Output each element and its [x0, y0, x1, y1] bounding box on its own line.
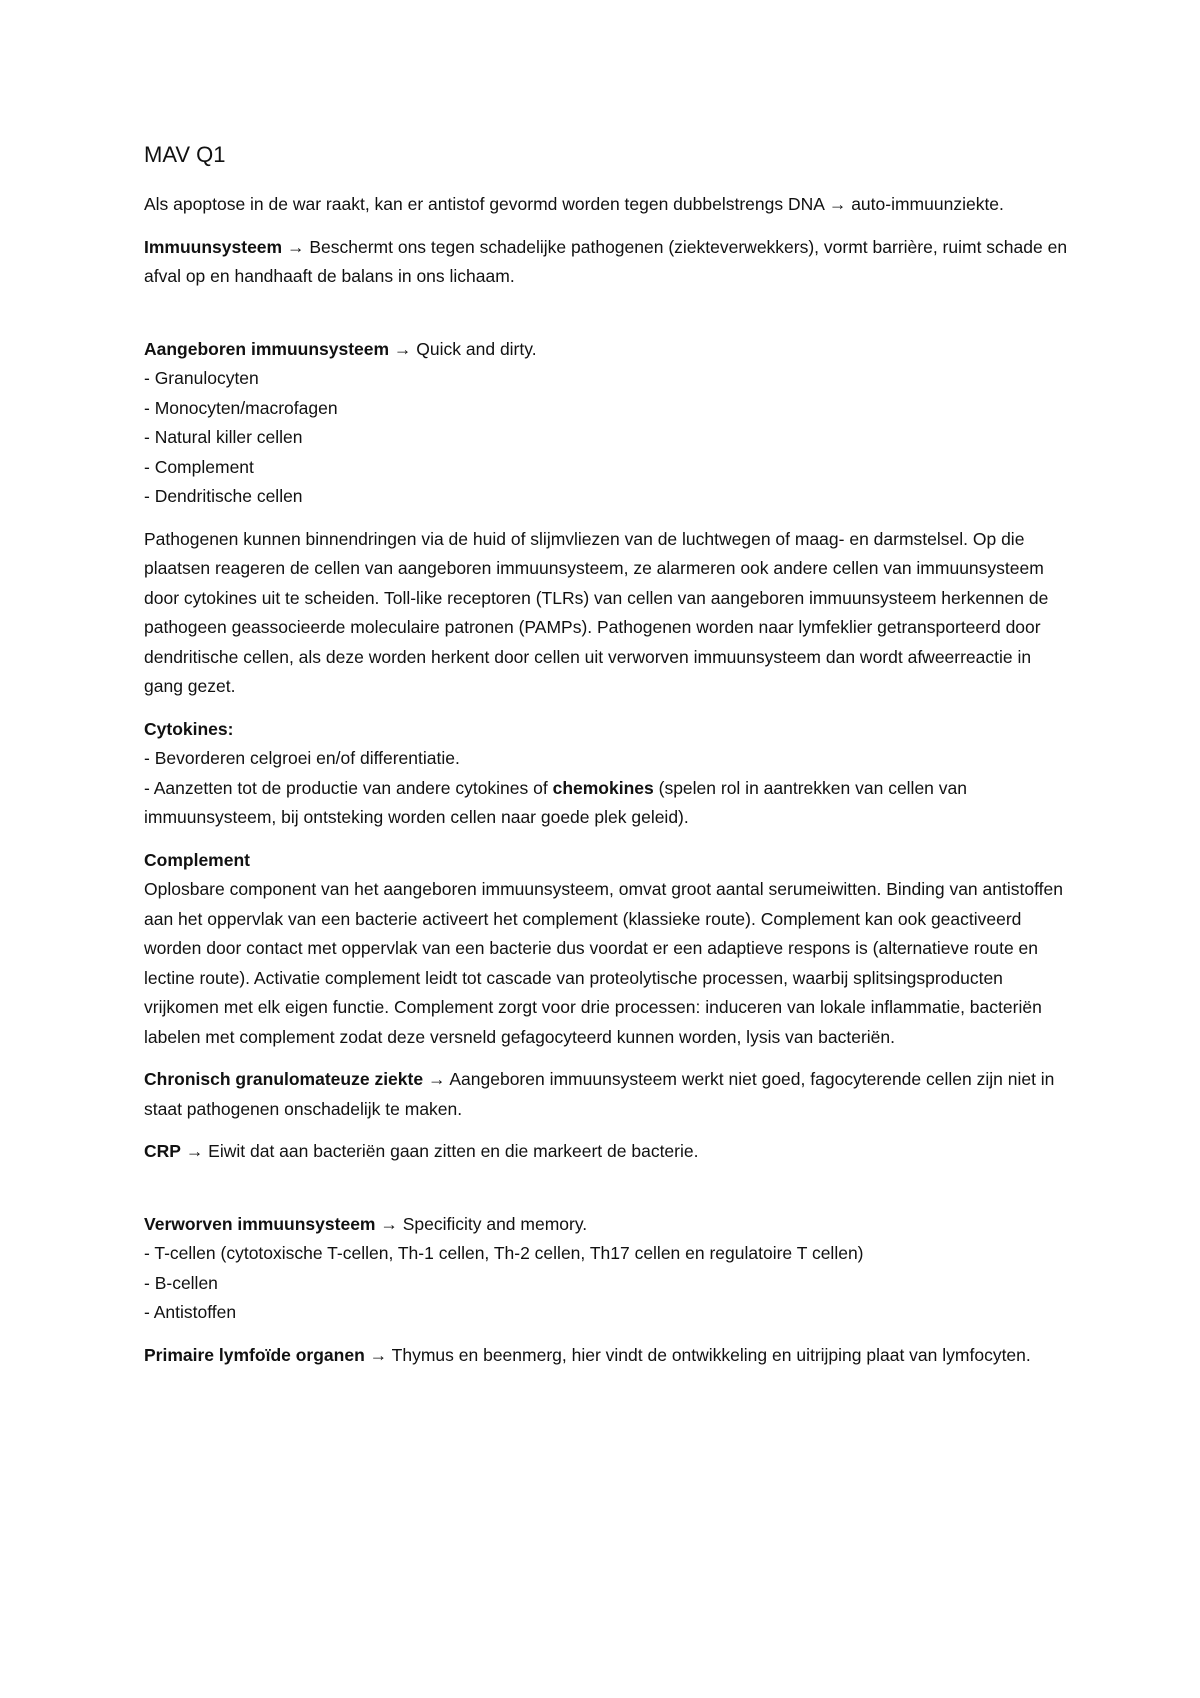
pathogenen-paragraph: Pathogenen kunnen binnendringen via de huid of slijmvliezen van de luchtwegen of maag- en darmstelsel. Op die plaatsen reageren de cellen van aangeboren immuunsysteem, ze alarmeren ook andere cellen van immuunsysteem door cytokines uit te scheiden. Toll-like receptoren (TLRs) van cellen van aangeboren immuunsysteem herkennen de pathogeen geassocieerde moleculaire patronen (PAMPs). Pathogenen worden naar lymfeklier getransporteerd door dendritische cellen, als deze worden herkent door cellen uit verworven immuunsysteem dan wordt afweerreactie in gang gezet. [144, 528, 1049, 696]
list-item: - Antistoffen [144, 1302, 237, 1322]
cytokines-item2-pre: - Aanzetten tot de productie van andere cytokines of [144, 777, 553, 798]
cgd-term: Chronisch granulomateuze ziekte [144, 1069, 424, 1089]
cytokines-item2-post: (spelen rol in aantrekken van cellen van immuunsysteem, bij ontsteking worden cellen naar goede plek geleid). [144, 777, 967, 827]
immuunsysteem-text: → Beschermt ons tegen schadelijke pathogenen (ziekteverwekkers), vormt barrière, ruimt schade en afval op en handhaaft de balans in ons lichaam. [144, 236, 1068, 286]
page-title: MAV Q1 [144, 142, 226, 167]
aangeboren-text: → Quick and dirty. [389, 338, 537, 359]
list-item: - Dendritische cellen [144, 486, 303, 506]
immuunsysteem-term: Immuunsysteem [144, 236, 283, 257]
complement-term: Complement [144, 849, 250, 870]
primaire-term: Primaire lymfoïde organen [144, 1344, 365, 1365]
cgd-text: → Aangeboren immuunsysteem werkt niet goed, fagocyterende cellen zijn niet in staat pathogenen onschadelijk te maken. [144, 1069, 1055, 1119]
cgd-paragraph [144, 1065, 1074, 1124]
list-item: - Complement [144, 456, 254, 477]
list-item: - Granulocyten [144, 368, 259, 388]
aangeboren-section [144, 335, 1074, 512]
list-item: - T-cellen (cytotoxische T-cellen, Th-1 cellen, Th-2 cellen, Th17 cellen en regulatoire T cellen) [144, 1243, 864, 1263]
list-item: - B-cellen [144, 1272, 218, 1293]
verworven-text: → Specificity and memory. [375, 1213, 588, 1234]
cytokines-section [144, 715, 1074, 833]
crp-text: → Eiwit dat aan bacteriën gaan zitten en die markeert de bacterie. [180, 1141, 699, 1161]
spacer [144, 1180, 1074, 1210]
crp-term: CRP [144, 1141, 181, 1161]
spacer [144, 305, 1074, 335]
cytokines-heading [144, 715, 1074, 745]
document-page [144, 140, 1074, 1383]
chemokines-term: chemokines [552, 777, 654, 798]
intro-paragraph: Als apoptose in de war raakt, kan er antistof gevormd worden tegen dubbelstrengs DNA → auto-immuunziekte. [144, 194, 1004, 214]
aangeboren-term: Aangeboren immuunsysteem [144, 338, 390, 359]
aangeboren-heading [144, 335, 1074, 365]
verworven-term: Verworven immuunsysteem [144, 1213, 376, 1234]
verworven-heading [144, 1210, 1074, 1240]
complement-text: Oplosbare component van het aangeboren immuunsysteem, omvat groot aantal serumeiwitten. Binding van antistoffen aan het oppervlak van een bacterie activeert het complement (klassieke route). Complement kan ook geactiveerd worden door contact met oppervlak van een bacterie dus voordat er een adaptieve respons is (alternatieve route en lectine route). Activatie complement leidt tot cascade van proteolytische processen, waarbij splitsingsproducten vrijkomen met elk eigen functie. Complement zorgt voor drie processen: induceren van lokale inflammatie, bacteriën labelen met complement zodat deze versneld gefagocyteerd kunnen worden, lysis van bacteriën. [144, 879, 1063, 1047]
complement-heading [144, 846, 1074, 876]
primaire-paragraph [144, 1341, 1074, 1371]
complement-section [144, 846, 1074, 1053]
list-item [144, 774, 1074, 833]
primaire-text: → Thymus en beenmerg, hier vindt de ontwikkeling en uitrijping plaat van lymfocyten. [364, 1344, 1031, 1365]
immuunsysteem-paragraph [144, 233, 1074, 292]
verworven-section [144, 1210, 1074, 1328]
cytokines-term: Cytokines: [144, 718, 234, 739]
list-item: - Bevorderen celgroei en/of differentiatie. [144, 748, 460, 768]
list-item: - Monocyten/macrofagen [144, 397, 338, 418]
list-item: - Natural killer cellen [144, 427, 303, 447]
crp-paragraph [144, 1137, 1074, 1167]
